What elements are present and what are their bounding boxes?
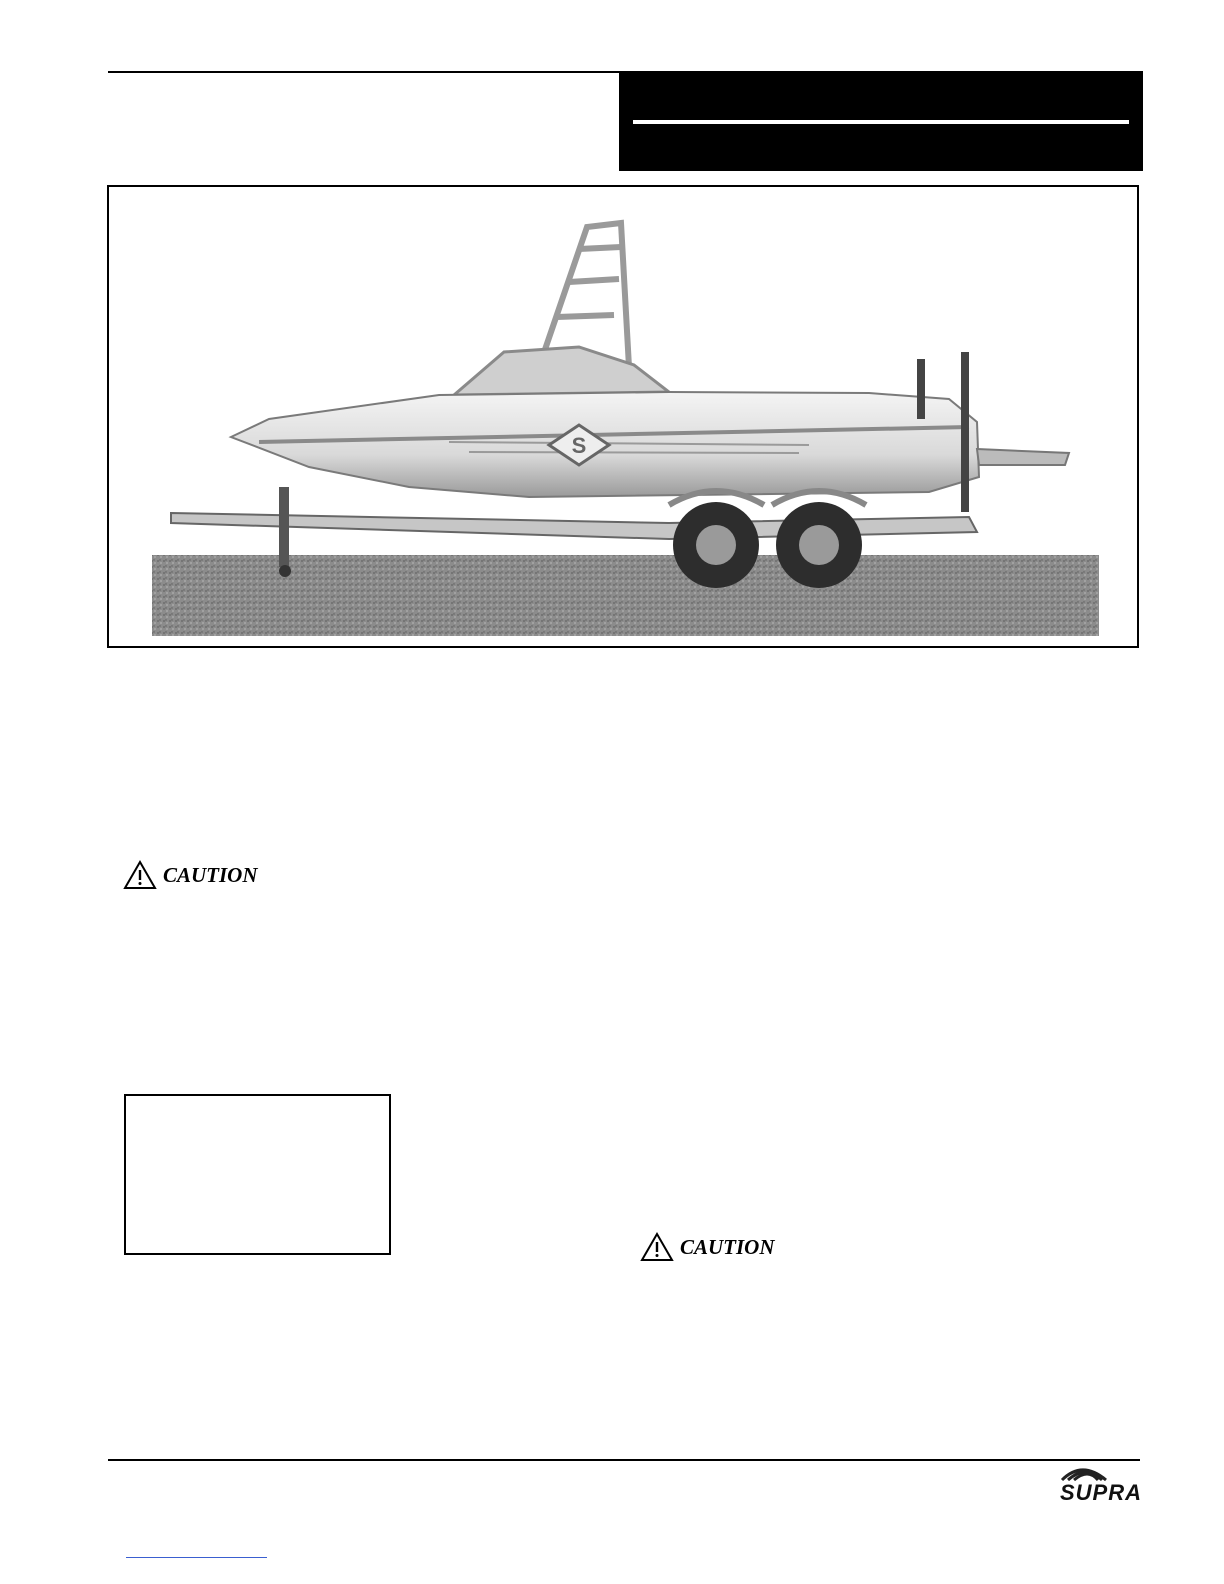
supra-logo	[1030, 1466, 1142, 1506]
footer-link-underline[interactable]	[126, 1557, 267, 1558]
caution-label: CAUTION	[163, 862, 258, 887]
section-title-block	[619, 71, 1143, 171]
header-rule	[108, 71, 620, 73]
supra-wave-icon	[1030, 1462, 1142, 1482]
note-box	[124, 1094, 391, 1255]
caution-heading	[123, 860, 258, 890]
warning-triangle-icon	[640, 1232, 674, 1262]
svg-text:S: S	[571, 433, 587, 458]
boat-trailer-illustration	[109, 187, 1137, 646]
warning-triangle-icon	[123, 860, 157, 890]
boat-figure	[107, 185, 1139, 648]
logo-text: SUPRA	[1059, 1480, 1142, 1505]
caution-label: CAUTION	[680, 1234, 775, 1259]
title-block-rule	[633, 120, 1129, 124]
footer-rule	[108, 1459, 1140, 1461]
caution-heading	[640, 1232, 775, 1262]
